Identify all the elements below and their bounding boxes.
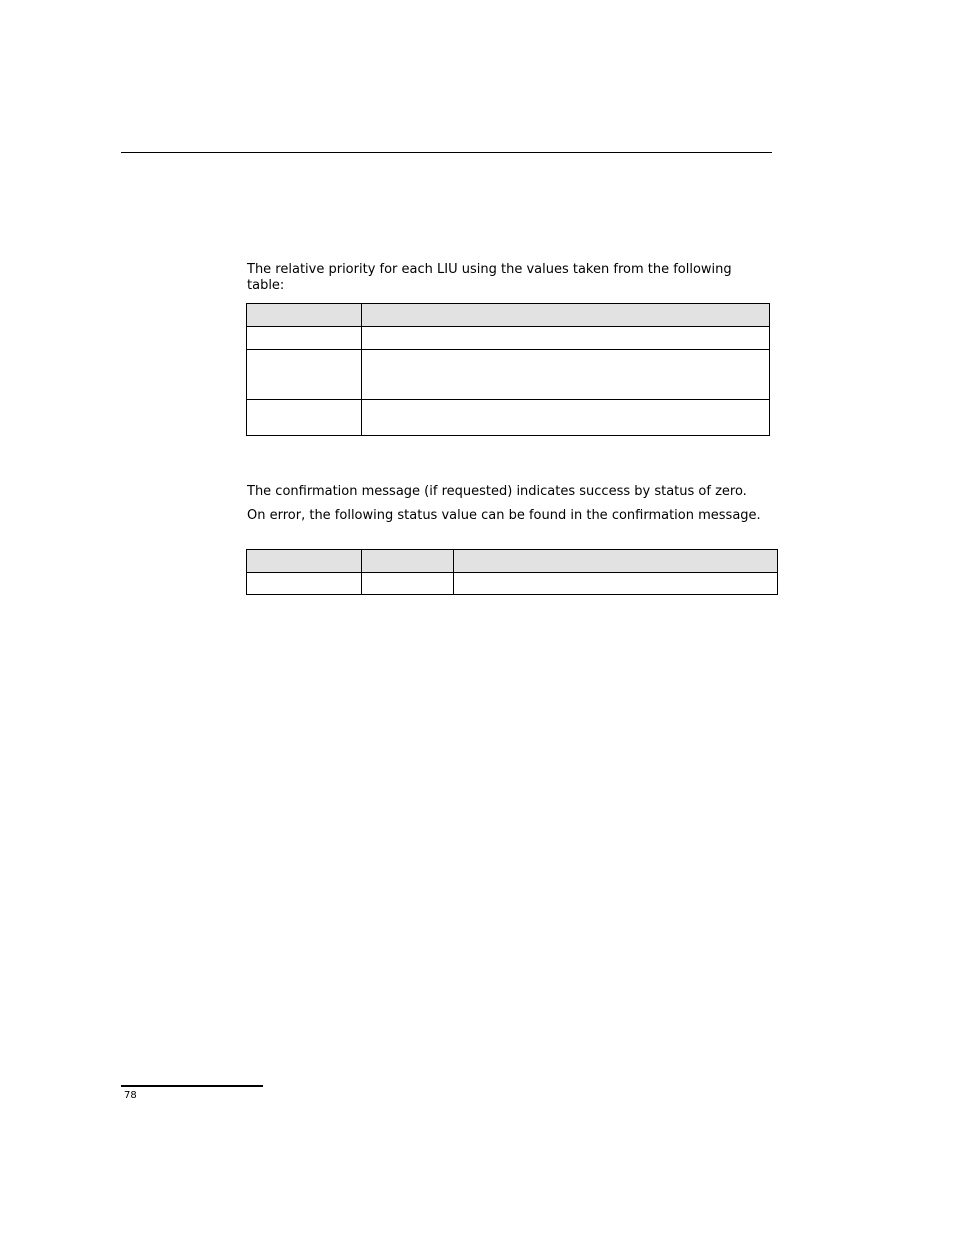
header-rule — [121, 152, 772, 153]
footer-rule — [121, 1085, 263, 1087]
table-row — [247, 573, 778, 595]
status-table-cell — [454, 550, 778, 573]
table-row — [247, 327, 770, 350]
priority-table-cell — [247, 327, 362, 350]
status-table-header-row — [247, 550, 778, 573]
priority-table-cell — [362, 327, 770, 350]
status-table-cell — [247, 573, 362, 595]
confirmation-text: The confirmation message (if requested) indicates success by status of zero. — [247, 484, 747, 499]
priority-table-cell — [247, 400, 362, 436]
page-number: 78 — [124, 1090, 137, 1101]
table-row — [247, 400, 770, 436]
status-table-cell — [362, 550, 454, 573]
table-row — [247, 350, 770, 400]
error-status-text: On error, the following status value can be found in the confirmation message. — [247, 508, 761, 523]
priority-table-cell — [362, 304, 770, 327]
priority-intro-text: The relative priority for each LIU using the values taken from the following table: — [247, 262, 732, 293]
status-table-cell — [454, 573, 778, 595]
status-table-cell — [362, 573, 454, 595]
priority-table-cell — [247, 304, 362, 327]
priority-table-cell — [247, 350, 362, 400]
status-table — [246, 549, 778, 595]
status-table-cell — [247, 550, 362, 573]
priority-table-cell — [362, 350, 770, 400]
priority-table-cell — [362, 400, 770, 436]
priority-table — [246, 303, 770, 436]
priority-table-header-row — [247, 304, 770, 327]
